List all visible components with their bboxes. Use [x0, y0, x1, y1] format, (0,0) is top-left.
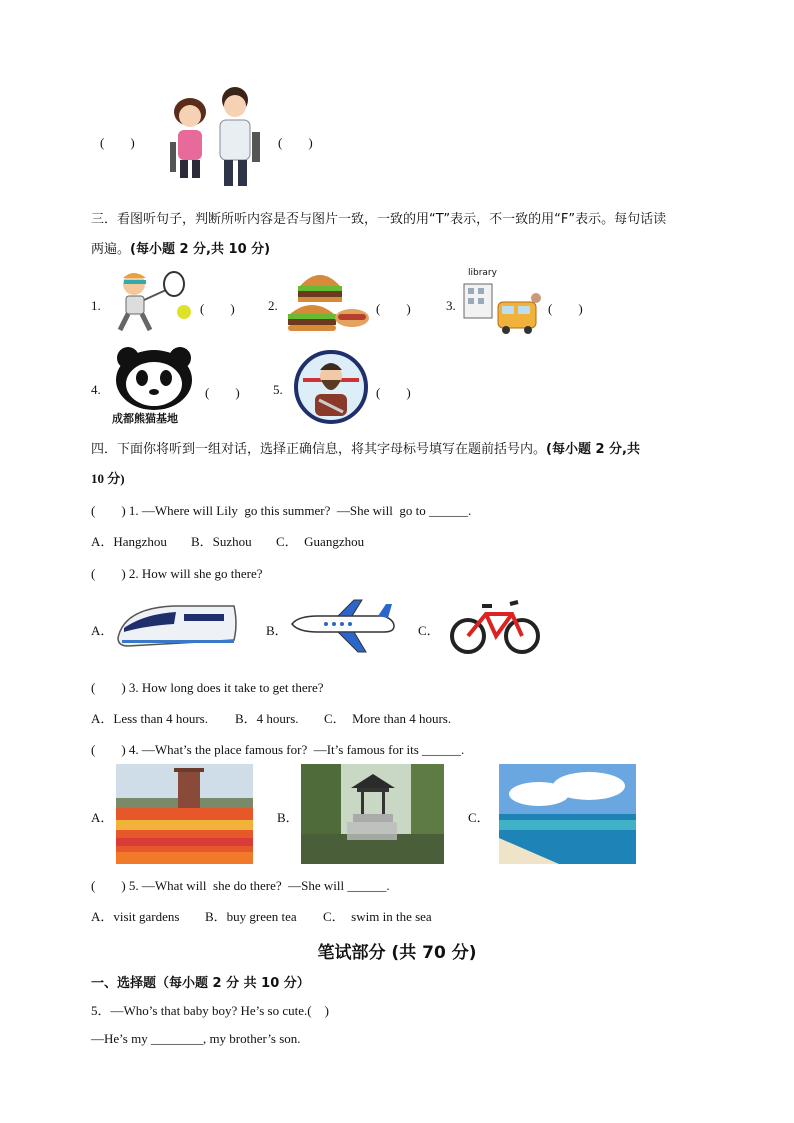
flower-field-photo: [116, 764, 253, 864]
written-section-title: 笔试部分 (共 70 分): [317, 943, 477, 963]
item-number: 5.: [273, 382, 283, 397]
section4-score-cont: 10 分): [91, 471, 125, 486]
bicycle-icon: [446, 594, 544, 658]
library-bus-icon: [462, 268, 544, 338]
written-question-5-answer-line: —He’s my ________, my brother’s son.: [91, 1031, 301, 1046]
panda-logo-icon: [108, 346, 200, 424]
hamburger-icon: [284, 266, 370, 338]
option-c[interactable]: C．: [418, 623, 440, 638]
section3-score: (每小题 2 分,共 10 分): [130, 242, 271, 257]
option-a[interactable]: A．: [91, 810, 114, 825]
item-number: 2.: [268, 298, 278, 313]
answer-paren[interactable]: ( ): [548, 301, 583, 316]
item-number: 4.: [91, 382, 101, 397]
option-b[interactable]: B．: [277, 810, 299, 825]
barber-icon: [293, 350, 369, 424]
option-c[interactable]: C． More than 4 hours.: [324, 711, 452, 726]
answer-paren-left[interactable]: ( ): [100, 135, 135, 150]
option-a[interactable]: A．Less than 4 hours.: [91, 711, 208, 726]
question-5-options: [91, 906, 432, 926]
question-5: ( ) 5. —What will she do there? —She will ______.: [91, 878, 390, 893]
question-4: ( ) 4. —What’s the place famous for? —It’s famous for its ______.: [91, 742, 465, 757]
option-b[interactable]: B．: [266, 623, 288, 638]
girl-and-doctor-image: [160, 82, 270, 192]
item-number: 1.: [91, 298, 101, 313]
answer-paren[interactable]: ( ): [205, 385, 240, 400]
question-1: ( ) 1. —Where will Lily go this summer? —She will go to ______.: [91, 503, 472, 518]
option-b[interactable]: B．buy green tea: [205, 909, 297, 924]
question-3: ( ) 3. How long does it take to get there?: [91, 680, 324, 695]
section4-heading: 四．下面你将听到一组对话，选择正确信息，将其字母标号填写在题前括号内。(每小题 2 分,共: [91, 442, 640, 457]
answer-paren[interactable]: ( ): [200, 301, 235, 316]
garden-pavilion-photo: [301, 764, 444, 864]
written-question-5: 5．—Who’s that baby boy? He’s so cute.( ): [91, 1003, 329, 1018]
option-c[interactable]: C． swim in the sea: [323, 909, 432, 924]
train-icon: [114, 600, 240, 652]
panda-logo-caption: 成都熊猫基地: [112, 412, 178, 425]
section3-heading: 三．看图听句子，判断所听内容是否与图片一致，一致的用“T”表示，不一致的用“F”表示。每句话读: [91, 212, 667, 227]
tennis-boy-icon: [104, 268, 196, 338]
question-2: ( ) 2. How will she go there?: [91, 566, 263, 581]
section4-score: (每小题 2 分,共: [546, 442, 640, 457]
beach-photo: [499, 764, 636, 864]
answer-paren[interactable]: ( ): [376, 385, 411, 400]
item-number: 3.: [446, 298, 456, 313]
option-a[interactable]: A．visit gardens: [91, 909, 180, 924]
option-c[interactable]: C． Guangzhou: [276, 534, 365, 549]
section3-heading-line2: 两遍。(每小题 2 分,共 10 分): [91, 242, 271, 257]
option-c[interactable]: C．: [468, 810, 490, 825]
written-subheading: 一、选择题（每小题 2 分 共 10 分）: [91, 976, 310, 991]
option-a[interactable]: A．: [91, 623, 114, 638]
option-b[interactable]: B．4 hours.: [235, 711, 299, 726]
question-1-options: [91, 531, 365, 551]
answer-paren[interactable]: ( ): [376, 301, 411, 316]
library-sign: library: [468, 268, 497, 278]
answer-paren-right[interactable]: ( ): [278, 135, 313, 150]
option-b[interactable]: B．Suzhou: [191, 534, 252, 549]
question-3-options: [91, 708, 452, 728]
option-a[interactable]: A．Hangzhou: [91, 534, 167, 549]
airplane-icon: [288, 598, 398, 654]
